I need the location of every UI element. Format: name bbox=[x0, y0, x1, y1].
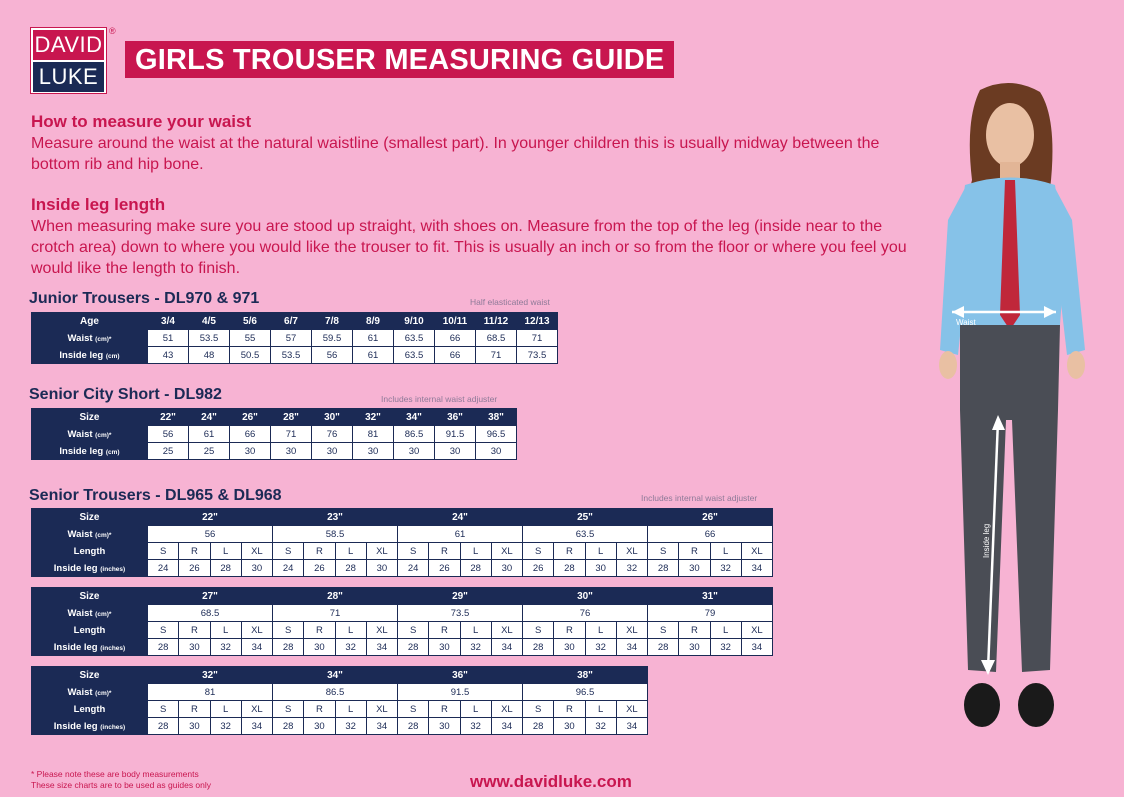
junior-age-label bbox=[32, 313, 148, 330]
junior-leg-cell: 48 bbox=[189, 347, 230, 364]
senior-length-cell: R bbox=[554, 701, 585, 718]
senior-length-label-text: Length bbox=[73, 703, 106, 715]
senior-leg-cell: 30 bbox=[585, 560, 616, 577]
junior-age-cell: 5/6 bbox=[230, 313, 271, 330]
senior-leg-label-text: Inside leg bbox=[53, 641, 98, 653]
senior-length-cell: S bbox=[148, 622, 179, 639]
junior-table bbox=[31, 312, 558, 364]
senior-size-cell: 32" bbox=[148, 667, 273, 684]
waist-text: Measure around the waist at the natural waistline (smallest part). In younger children this is usually midway between the bottom rib and hip bone. bbox=[31, 135, 880, 173]
senior-leg-cell: 30 bbox=[491, 560, 522, 577]
senior-leg-label-unit: (inches) bbox=[100, 644, 126, 652]
senior-leg-cell: 28 bbox=[335, 560, 366, 577]
senior-table-block-3 bbox=[31, 666, 648, 735]
junior-age-cell: 6/7 bbox=[271, 313, 312, 330]
senior-leg-cell: 30 bbox=[366, 560, 397, 577]
city-leg-cell: 30 bbox=[271, 443, 312, 460]
senior-length-cell: R bbox=[179, 701, 210, 718]
senior-length-cell: XL bbox=[491, 543, 522, 560]
senior-leg-cell: 34 bbox=[741, 560, 772, 577]
senior-table-block-2 bbox=[31, 587, 773, 656]
city-waist-cell: 61 bbox=[189, 426, 230, 443]
senior-waist-cell: 96.5 bbox=[523, 684, 648, 701]
city-size-cell: 32" bbox=[353, 409, 394, 426]
senior-size-label-text: Size bbox=[79, 511, 100, 523]
city-leg-label-unit: (cm) bbox=[105, 448, 120, 456]
junior-note: Half elasticated waist bbox=[470, 297, 550, 307]
senior-leg-cell: 32 bbox=[460, 639, 491, 656]
senior-leg-cell: 34 bbox=[241, 718, 272, 735]
city-leg-cell: 30 bbox=[435, 443, 476, 460]
senior-waist-cell: 68.5 bbox=[148, 605, 273, 622]
city-size-label bbox=[32, 409, 148, 426]
senior-length-cell: S bbox=[398, 543, 429, 560]
junior-leg-cell: 71 bbox=[476, 347, 517, 364]
city-size-label-text: Size bbox=[79, 411, 100, 423]
senior-leg-cell: 28 bbox=[523, 718, 554, 735]
senior-size-cell: 38" bbox=[523, 667, 648, 684]
senior-leg-label bbox=[32, 639, 148, 656]
senior-leg-cell: 34 bbox=[616, 639, 647, 656]
senior-leg-cell: 34 bbox=[241, 639, 272, 656]
senior-waist-row bbox=[32, 526, 773, 543]
senior-length-cell: R bbox=[179, 622, 210, 639]
senior-waist-cell: 63.5 bbox=[523, 526, 648, 543]
junior-waist-cell: 63.5 bbox=[394, 330, 435, 347]
senior-length-cell: XL bbox=[366, 543, 397, 560]
city-waist-cell: 81 bbox=[353, 426, 394, 443]
senior-size-label bbox=[32, 509, 148, 526]
senior-leg-cell: 28 bbox=[648, 639, 679, 656]
senior-size-cell: 27" bbox=[148, 588, 273, 605]
brand-line2: LUKE bbox=[33, 62, 104, 92]
senior-leg-label-unit: (inches) bbox=[100, 565, 126, 573]
junior-waist-cell: 57 bbox=[271, 330, 312, 347]
senior-waist-cell: 79 bbox=[648, 605, 773, 622]
city-size-row bbox=[32, 409, 517, 426]
senior-length-cell: R bbox=[554, 622, 585, 639]
senior-waist-cell: 66 bbox=[648, 526, 773, 543]
senior-length-cell: L bbox=[335, 622, 366, 639]
senior-length-cell: XL bbox=[616, 701, 647, 718]
city-leg-cell: 30 bbox=[476, 443, 517, 460]
junior-leg-cell: 63.5 bbox=[394, 347, 435, 364]
senior-leg-cell: 30 bbox=[429, 718, 460, 735]
senior-length-label bbox=[32, 622, 148, 639]
junior-age-cell: 9/10 bbox=[394, 313, 435, 330]
junior-leg-cell: 50.5 bbox=[230, 347, 271, 364]
junior-waist-cell: 59.5 bbox=[312, 330, 353, 347]
senior-length-cell: R bbox=[304, 543, 335, 560]
junior-age-cell: 10/11 bbox=[435, 313, 476, 330]
senior-waist-cell: 58.5 bbox=[273, 526, 398, 543]
senior-leg-cell: 32 bbox=[460, 718, 491, 735]
brand-logo bbox=[31, 28, 106, 93]
city-size-cell: 36" bbox=[435, 409, 476, 426]
city-waist-label-unit: (cm)* bbox=[95, 431, 112, 439]
senior-title: Senior Trousers - DL965 & DL968 bbox=[29, 487, 282, 504]
senior-size-cell: 30" bbox=[523, 588, 648, 605]
leg-heading: Inside leg length bbox=[31, 195, 166, 214]
junior-leg-cell: 53.5 bbox=[271, 347, 312, 364]
senior-length-cell: XL bbox=[366, 622, 397, 639]
senior-size-cell: 36" bbox=[398, 667, 523, 684]
senior-length-cell: XL bbox=[241, 622, 272, 639]
senior-length-cell: XL bbox=[616, 622, 647, 639]
senior-leg-cell: 32 bbox=[335, 639, 366, 656]
city-leg-label bbox=[32, 443, 148, 460]
senior-length-cell: S bbox=[273, 622, 304, 639]
senior-leg-cell: 24 bbox=[273, 560, 304, 577]
senior-leg-cell: 28 bbox=[273, 639, 304, 656]
senior-length-cell: L bbox=[710, 622, 741, 639]
senior-waist-label-unit: (cm)* bbox=[95, 610, 112, 618]
senior-leg-label-text: Inside leg bbox=[53, 720, 98, 732]
senior-waist-label bbox=[32, 605, 148, 622]
senior-size-label-text: Size bbox=[79, 669, 100, 681]
waist-heading: How to measure your waist bbox=[31, 112, 252, 131]
senior-leg-cell: 30 bbox=[554, 639, 585, 656]
senior-length-cell: XL bbox=[241, 701, 272, 718]
senior-size-cell: 34" bbox=[273, 667, 398, 684]
senior-length-row bbox=[32, 543, 773, 560]
city-leg-cell: 30 bbox=[394, 443, 435, 460]
junior-leg-label-text: Inside leg bbox=[59, 349, 104, 361]
senior-leg-cell: 30 bbox=[554, 718, 585, 735]
senior-length-cell: L bbox=[460, 543, 491, 560]
senior-length-cell: L bbox=[710, 543, 741, 560]
city-waist-cell: 66 bbox=[230, 426, 271, 443]
senior-size-cell: 26" bbox=[648, 509, 773, 526]
page-title: GIRLS TROUSER MEASURING GUIDE bbox=[135, 44, 665, 76]
senior-size-cell: 31" bbox=[648, 588, 773, 605]
senior-length-cell: R bbox=[179, 543, 210, 560]
junior-waist-cell: 71 bbox=[517, 330, 558, 347]
senior-length-cell: L bbox=[210, 701, 241, 718]
senior-leg-cell: 32 bbox=[710, 639, 741, 656]
senior-leg-cell: 28 bbox=[460, 560, 491, 577]
junior-leg-label-unit: (cm) bbox=[105, 352, 120, 360]
city-waist-label bbox=[32, 426, 148, 443]
city-leg-label-text: Inside leg bbox=[59, 445, 104, 457]
senior-waist-label-unit: (cm)* bbox=[95, 531, 112, 539]
senior-leg-cell: 30 bbox=[304, 639, 335, 656]
senior-leg-cell: 32 bbox=[210, 718, 241, 735]
footnote-line2: These size charts are to be used as guides only bbox=[31, 780, 212, 790]
footnote-line1: * Please note these are body measurements bbox=[31, 769, 199, 779]
senior-leg-row bbox=[32, 718, 648, 735]
senior-size-cell: 23" bbox=[273, 509, 398, 526]
city-size-cell: 22" bbox=[148, 409, 189, 426]
senior-leg-cell: 34 bbox=[491, 718, 522, 735]
junior-leg-cell: 61 bbox=[353, 347, 394, 364]
senior-leg-cell: 26 bbox=[179, 560, 210, 577]
senior-waist-cell: 73.5 bbox=[398, 605, 523, 622]
senior-size-label bbox=[32, 667, 148, 684]
senior-length-row bbox=[32, 701, 648, 718]
junior-age-cell: 7/8 bbox=[312, 313, 353, 330]
senior-size-cell: 24" bbox=[398, 509, 523, 526]
city-waist-cell: 76 bbox=[312, 426, 353, 443]
senior-length-cell: L bbox=[585, 701, 616, 718]
senior-size-cell: 25" bbox=[523, 509, 648, 526]
senior-waist-cell: 86.5 bbox=[273, 684, 398, 701]
page-title-band bbox=[125, 41, 674, 78]
senior-leg-cell: 30 bbox=[679, 639, 710, 656]
senior-length-cell: XL bbox=[741, 543, 772, 560]
city-waist-label-text: Waist bbox=[67, 428, 93, 440]
city-leg-cell: 30 bbox=[353, 443, 394, 460]
senior-leg-cell: 28 bbox=[398, 639, 429, 656]
senior-size-cell: 22" bbox=[148, 509, 273, 526]
senior-length-cell: L bbox=[210, 543, 241, 560]
senior-length-cell: S bbox=[148, 543, 179, 560]
senior-length-cell: L bbox=[335, 543, 366, 560]
city-leg-cell: 25 bbox=[148, 443, 189, 460]
senior-size-label-text: Size bbox=[79, 590, 100, 602]
senior-length-cell: XL bbox=[491, 701, 522, 718]
senior-leg-cell: 32 bbox=[210, 639, 241, 656]
junior-leg-cell: 73.5 bbox=[517, 347, 558, 364]
senior-size-cell: 29" bbox=[398, 588, 523, 605]
senior-length-cell: S bbox=[523, 622, 554, 639]
senior-leg-cell: 28 bbox=[398, 718, 429, 735]
junior-waist-label-text: Waist bbox=[67, 332, 93, 344]
senior-length-cell: S bbox=[273, 701, 304, 718]
senior-length-cell: S bbox=[648, 622, 679, 639]
junior-age-cell: 11/12 bbox=[476, 313, 517, 330]
senior-leg-cell: 26 bbox=[429, 560, 460, 577]
city-waist-cell: 86.5 bbox=[394, 426, 435, 443]
senior-leg-cell: 32 bbox=[335, 718, 366, 735]
model-figure-illustration bbox=[910, 80, 1110, 780]
senior-length-cell: S bbox=[273, 543, 304, 560]
senior-length-cell: S bbox=[148, 701, 179, 718]
senior-leg-cell: 30 bbox=[241, 560, 272, 577]
senior-leg-cell: 34 bbox=[616, 718, 647, 735]
junior-leg-row bbox=[32, 347, 558, 364]
city-title: Senior City Short - DL982 bbox=[29, 386, 222, 403]
junior-age-cell: 8/9 bbox=[353, 313, 394, 330]
senior-leg-cell: 26 bbox=[304, 560, 335, 577]
senior-waist-label-unit: (cm)* bbox=[95, 689, 112, 697]
senior-size-row bbox=[32, 588, 773, 605]
senior-length-cell: R bbox=[429, 701, 460, 718]
senior-length-cell: L bbox=[335, 701, 366, 718]
senior-waist-label bbox=[32, 526, 148, 543]
senior-note: Includes internal waist adjuster bbox=[641, 493, 758, 503]
senior-waist-cell: 71 bbox=[273, 605, 398, 622]
senior-leg-cell: 24 bbox=[148, 560, 179, 577]
senior-length-cell: L bbox=[585, 622, 616, 639]
senior-waist-cell: 91.5 bbox=[398, 684, 523, 701]
senior-length-cell: XL bbox=[491, 622, 522, 639]
city-size-cell: 24" bbox=[189, 409, 230, 426]
senior-leg-cell: 32 bbox=[616, 560, 647, 577]
city-size-cell: 26" bbox=[230, 409, 271, 426]
junior-age-cell: 4/5 bbox=[189, 313, 230, 330]
senior-leg-row bbox=[32, 560, 773, 577]
city-leg-cell: 30 bbox=[312, 443, 353, 460]
senior-size-row bbox=[32, 509, 773, 526]
senior-waist-row bbox=[32, 605, 773, 622]
city-note: Includes internal waist adjuster bbox=[381, 394, 498, 404]
senior-leg-cell: 28 bbox=[523, 639, 554, 656]
junior-waist-cell: 66 bbox=[435, 330, 476, 347]
junior-waist-label-unit: (cm)* bbox=[95, 335, 112, 343]
senior-length-cell: R bbox=[429, 622, 460, 639]
senior-length-cell: R bbox=[679, 622, 710, 639]
city-waist-cell: 56 bbox=[148, 426, 189, 443]
city-size-cell: 34" bbox=[394, 409, 435, 426]
senior-leg-cell: 32 bbox=[585, 718, 616, 735]
senior-length-cell: XL bbox=[241, 543, 272, 560]
leg-text: When measuring make sure you are stood up straight, with shoes on. Measure from the top of the leg (inside near to the crotch area) down to where you would like the trouser to fit. This is usually an inch or so from the floor or where you feel you would like the length to finish. bbox=[31, 218, 907, 277]
senior-waist-label-text: Waist bbox=[67, 686, 93, 698]
senior-leg-cell: 32 bbox=[710, 560, 741, 577]
senior-length-cell: L bbox=[585, 543, 616, 560]
senior-leg-cell: 34 bbox=[366, 639, 397, 656]
senior-leg-cell: 28 bbox=[648, 560, 679, 577]
senior-size-label bbox=[32, 588, 148, 605]
junior-title: Junior Trousers - DL970 & 971 bbox=[29, 290, 260, 307]
senior-waist-cell: 56 bbox=[148, 526, 273, 543]
junior-waist-row bbox=[32, 330, 558, 347]
senior-leg-cell: 28 bbox=[148, 639, 179, 656]
senior-leg-cell: 30 bbox=[429, 639, 460, 656]
senior-leg-cell: 26 bbox=[523, 560, 554, 577]
senior-leg-cell: 34 bbox=[366, 718, 397, 735]
brand-line1: DAVID bbox=[33, 30, 104, 62]
senior-length-row bbox=[32, 622, 773, 639]
senior-waist-label bbox=[32, 684, 148, 701]
city-waist-cell: 96.5 bbox=[476, 426, 517, 443]
senior-length-cell: L bbox=[210, 622, 241, 639]
city-waist-cell: 91.5 bbox=[435, 426, 476, 443]
senior-waist-cell: 61 bbox=[398, 526, 523, 543]
senior-table-block-1 bbox=[31, 508, 773, 577]
senior-length-cell: XL bbox=[616, 543, 647, 560]
footnote bbox=[31, 769, 211, 791]
junior-age-cell: 12/13 bbox=[517, 313, 558, 330]
senior-length-cell: R bbox=[554, 543, 585, 560]
senior-length-cell: L bbox=[460, 701, 491, 718]
senior-length-label bbox=[32, 701, 148, 718]
senior-size-row bbox=[32, 667, 648, 684]
senior-length-cell: S bbox=[523, 543, 554, 560]
senior-waist-row bbox=[32, 684, 648, 701]
senior-size-cell: 28" bbox=[273, 588, 398, 605]
junior-waist-cell: 51 bbox=[148, 330, 189, 347]
senior-waist-cell: 76 bbox=[523, 605, 648, 622]
junior-age-row bbox=[32, 313, 558, 330]
senior-leg-cell: 28 bbox=[210, 560, 241, 577]
junior-leg-label bbox=[32, 347, 148, 364]
senior-length-label-text: Length bbox=[73, 624, 106, 636]
senior-leg-cell: 30 bbox=[304, 718, 335, 735]
senior-leg-label bbox=[32, 718, 148, 735]
senior-length-cell: XL bbox=[366, 701, 397, 718]
senior-length-cell: S bbox=[398, 622, 429, 639]
senior-length-label-text: Length bbox=[73, 545, 106, 557]
senior-leg-label-unit: (inches) bbox=[100, 723, 126, 731]
city-leg-cell: 30 bbox=[230, 443, 271, 460]
junior-waist-cell: 61 bbox=[353, 330, 394, 347]
senior-length-cell: R bbox=[429, 543, 460, 560]
senior-length-cell: S bbox=[523, 701, 554, 718]
senior-leg-cell: 30 bbox=[679, 560, 710, 577]
junior-leg-cell: 56 bbox=[312, 347, 353, 364]
senior-leg-cell: 24 bbox=[398, 560, 429, 577]
junior-waist-label bbox=[32, 330, 148, 347]
registered-mark: ® bbox=[109, 26, 116, 36]
junior-leg-cell: 66 bbox=[435, 347, 476, 364]
city-leg-cell: 25 bbox=[189, 443, 230, 460]
junior-age-cell: 3/4 bbox=[148, 313, 189, 330]
junior-waist-cell: 53.5 bbox=[189, 330, 230, 347]
junior-leg-cell: 43 bbox=[148, 347, 189, 364]
figure-waist-label: Waist bbox=[956, 318, 976, 327]
senior-length-label bbox=[32, 543, 148, 560]
city-waist-cell: 71 bbox=[271, 426, 312, 443]
senior-leg-row bbox=[32, 639, 773, 656]
senior-leg-cell: 34 bbox=[741, 639, 772, 656]
senior-leg-cell: 28 bbox=[554, 560, 585, 577]
city-waist-row bbox=[32, 426, 517, 443]
junior-age-label-text: Age bbox=[80, 315, 99, 327]
senior-length-cell: S bbox=[398, 701, 429, 718]
senior-waist-label-text: Waist bbox=[67, 528, 93, 540]
city-leg-row bbox=[32, 443, 517, 460]
senior-length-cell: S bbox=[648, 543, 679, 560]
senior-leg-cell: 30 bbox=[179, 718, 210, 735]
junior-waist-cell: 55 bbox=[230, 330, 271, 347]
senior-length-cell: XL bbox=[741, 622, 772, 639]
senior-waist-cell: 81 bbox=[148, 684, 273, 701]
senior-leg-cell: 30 bbox=[179, 639, 210, 656]
city-table bbox=[31, 408, 517, 460]
senior-leg-label bbox=[32, 560, 148, 577]
senior-length-cell: L bbox=[460, 622, 491, 639]
figure-inside-leg-label: Inside leg bbox=[982, 523, 991, 558]
city-size-cell: 38" bbox=[476, 409, 517, 426]
senior-leg-cell: 28 bbox=[273, 718, 304, 735]
senior-leg-cell: 32 bbox=[585, 639, 616, 656]
senior-length-cell: R bbox=[679, 543, 710, 560]
senior-length-cell: R bbox=[304, 701, 335, 718]
city-size-cell: 30" bbox=[312, 409, 353, 426]
senior-length-cell: R bbox=[304, 622, 335, 639]
website-link[interactable]: www.davidluke.com bbox=[470, 772, 632, 791]
city-size-cell: 28" bbox=[271, 409, 312, 426]
junior-waist-cell: 68.5 bbox=[476, 330, 517, 347]
senior-waist-label-text: Waist bbox=[67, 607, 93, 619]
senior-leg-label-text: Inside leg bbox=[53, 562, 98, 574]
senior-leg-cell: 34 bbox=[491, 639, 522, 656]
senior-leg-cell: 28 bbox=[148, 718, 179, 735]
